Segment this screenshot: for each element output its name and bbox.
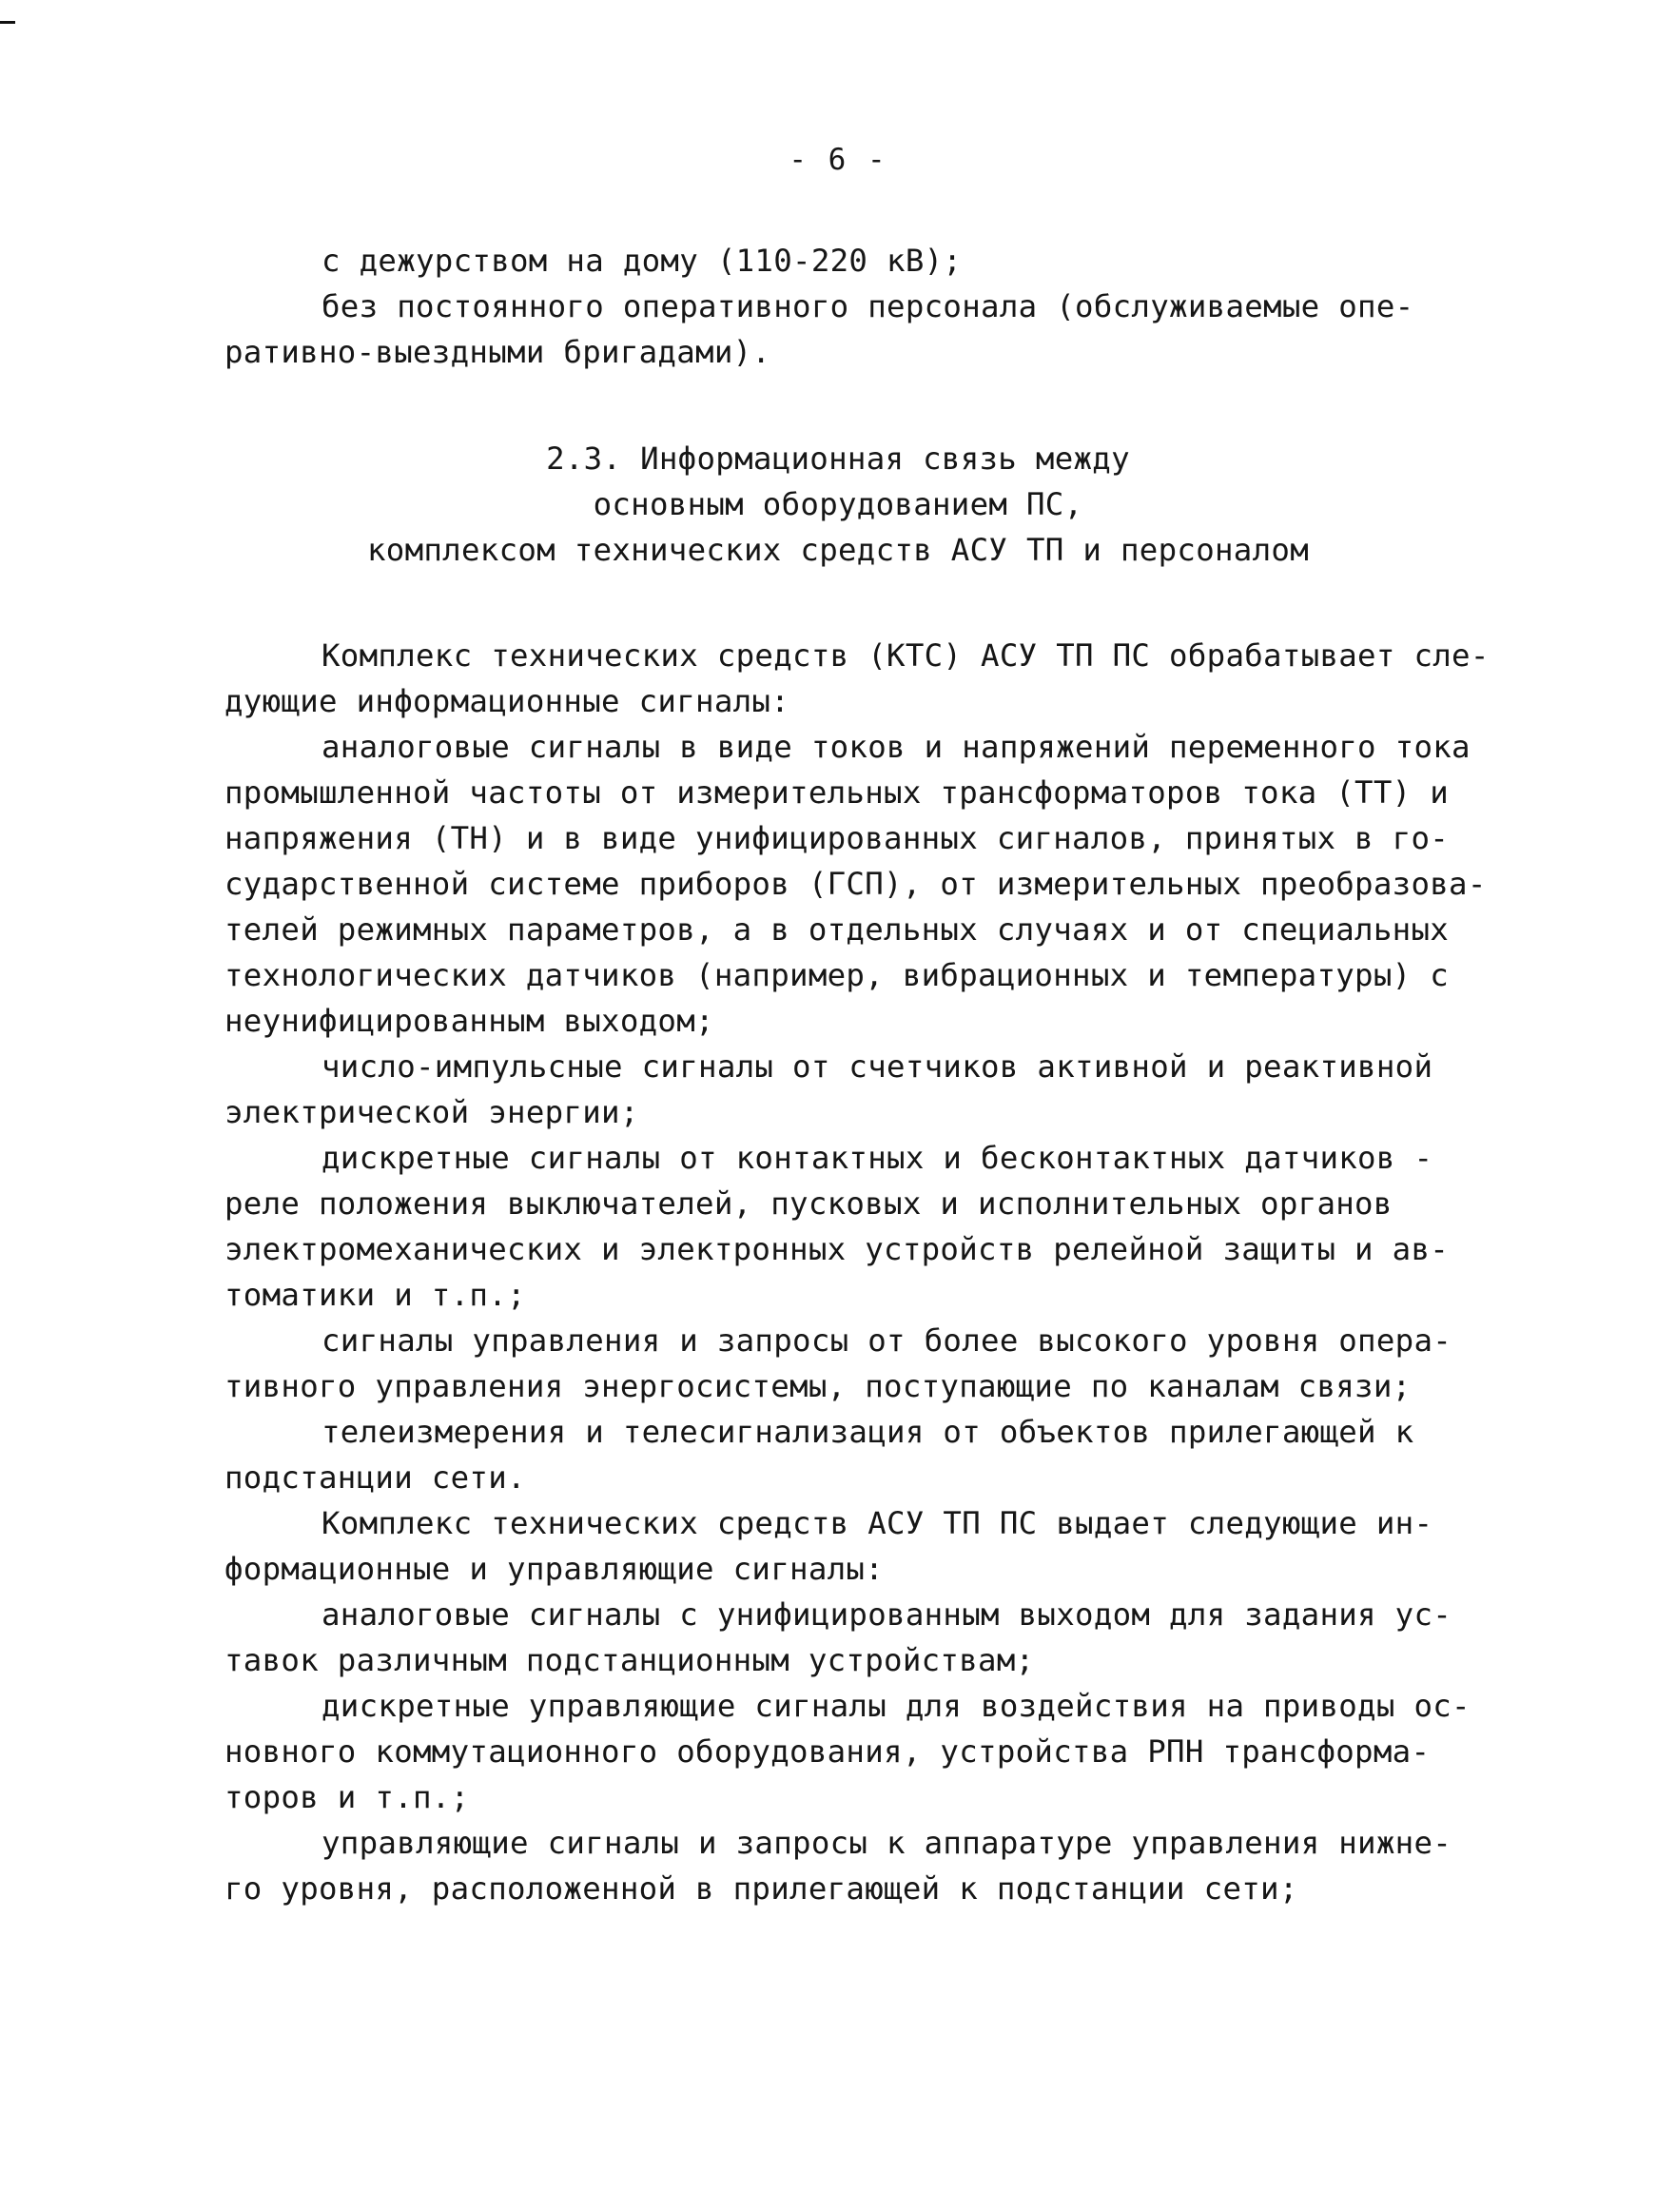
paragraph-line: управляющие сигналы и запросы к аппаратуре управления нижне- [322, 1825, 1452, 1861]
paragraph-line: электромеханических и электронных устройств релейной защиты и ав- [224, 1231, 1450, 1267]
section-heading-line: основным оборудованием ПС, [593, 486, 1083, 522]
paragraph-line: подстанции сети. [224, 1459, 526, 1496]
page-number: - 6 - [789, 143, 887, 177]
paragraph-line: сударственной системе приборов (ГСП), от измерительных преобразова- [224, 866, 1487, 902]
paragraph-line: торов и т.п.; [224, 1779, 470, 1815]
paragraph-line: Комплекс технических средств (КТС) АСУ ТП ПС обрабатывает сле- [322, 637, 1490, 674]
paragraph-line: Комплекс технических средств АСУ ТП ПС выдает следующие ин- [322, 1505, 1433, 1541]
scan-corner-mark [0, 21, 15, 24]
paragraph-line: формационные и управляющие сигналы: [224, 1551, 885, 1587]
section-heading-line: 2.3. Информационная связь между [546, 440, 1130, 477]
paragraph-line: дующие информационные сигналы: [224, 683, 790, 719]
paragraph-line: тивного управления энергосистемы, поступающие по каналам связи; [224, 1368, 1412, 1404]
paragraph-line: аналоговые сигналы в виде токов и напряжений переменного тока [322, 729, 1471, 765]
paragraph-line: го уровня, расположенной в прилегающей к подстанции сети; [224, 1870, 1298, 1907]
paragraph-line: телей режимных параметров, а в отдельных случаях и от специальных [224, 911, 1450, 948]
text-line: с дежурством на дому (110-220 кВ); [322, 243, 963, 279]
paragraph-line: дискретные управляющие сигналы для воздействия на приводы ос- [322, 1688, 1471, 1724]
paragraph-line: промышленной частоты от измерительных трансформаторов тока (ТТ) и [224, 774, 1450, 811]
paragraph-line: сигналы управления и запросы от более высокого уровня опера- [322, 1322, 1452, 1359]
paragraph-line: напряжения (ТН) и в виде унифицированных сигналов, принятых в го- [224, 820, 1450, 856]
text-line: ративно-выездными бригадами). [224, 334, 771, 370]
paragraph-line: неунифицированным выходом; [224, 1003, 714, 1039]
paragraph-line: реле положения выключателей, пусковых и исполнительных органов [224, 1185, 1393, 1222]
paragraph-line: новного коммутационного оборудования, устройства РПН трансформа- [224, 1733, 1431, 1770]
paragraph-line: технологических датчиков (например, вибрационных и температуры) с [224, 957, 1450, 993]
paragraph-line: телеизмерения и телесигнализация от объектов прилегающей к [322, 1414, 1414, 1450]
paragraph-line: электрической энергии; [224, 1094, 639, 1130]
paragraph-line: число-импульсные сигналы от счетчиков активной и реактивной [322, 1048, 1433, 1085]
paragraph-line: тавок различным подстанционным устройствам; [224, 1642, 1035, 1678]
paragraph-line: томатики и т.п.; [224, 1277, 526, 1313]
paragraph-line: аналоговые сигналы с унифицированным выходом для задания ус- [322, 1596, 1452, 1633]
text-line: без постоянного оперативного персонала (обслуживаемые опе- [322, 288, 1414, 324]
paragraph-line: дискретные сигналы от контактных и бесконтактных датчиков - [322, 1140, 1433, 1176]
section-heading-line: комплексом технических средств АСУ ТП и персоналом [366, 532, 1310, 568]
